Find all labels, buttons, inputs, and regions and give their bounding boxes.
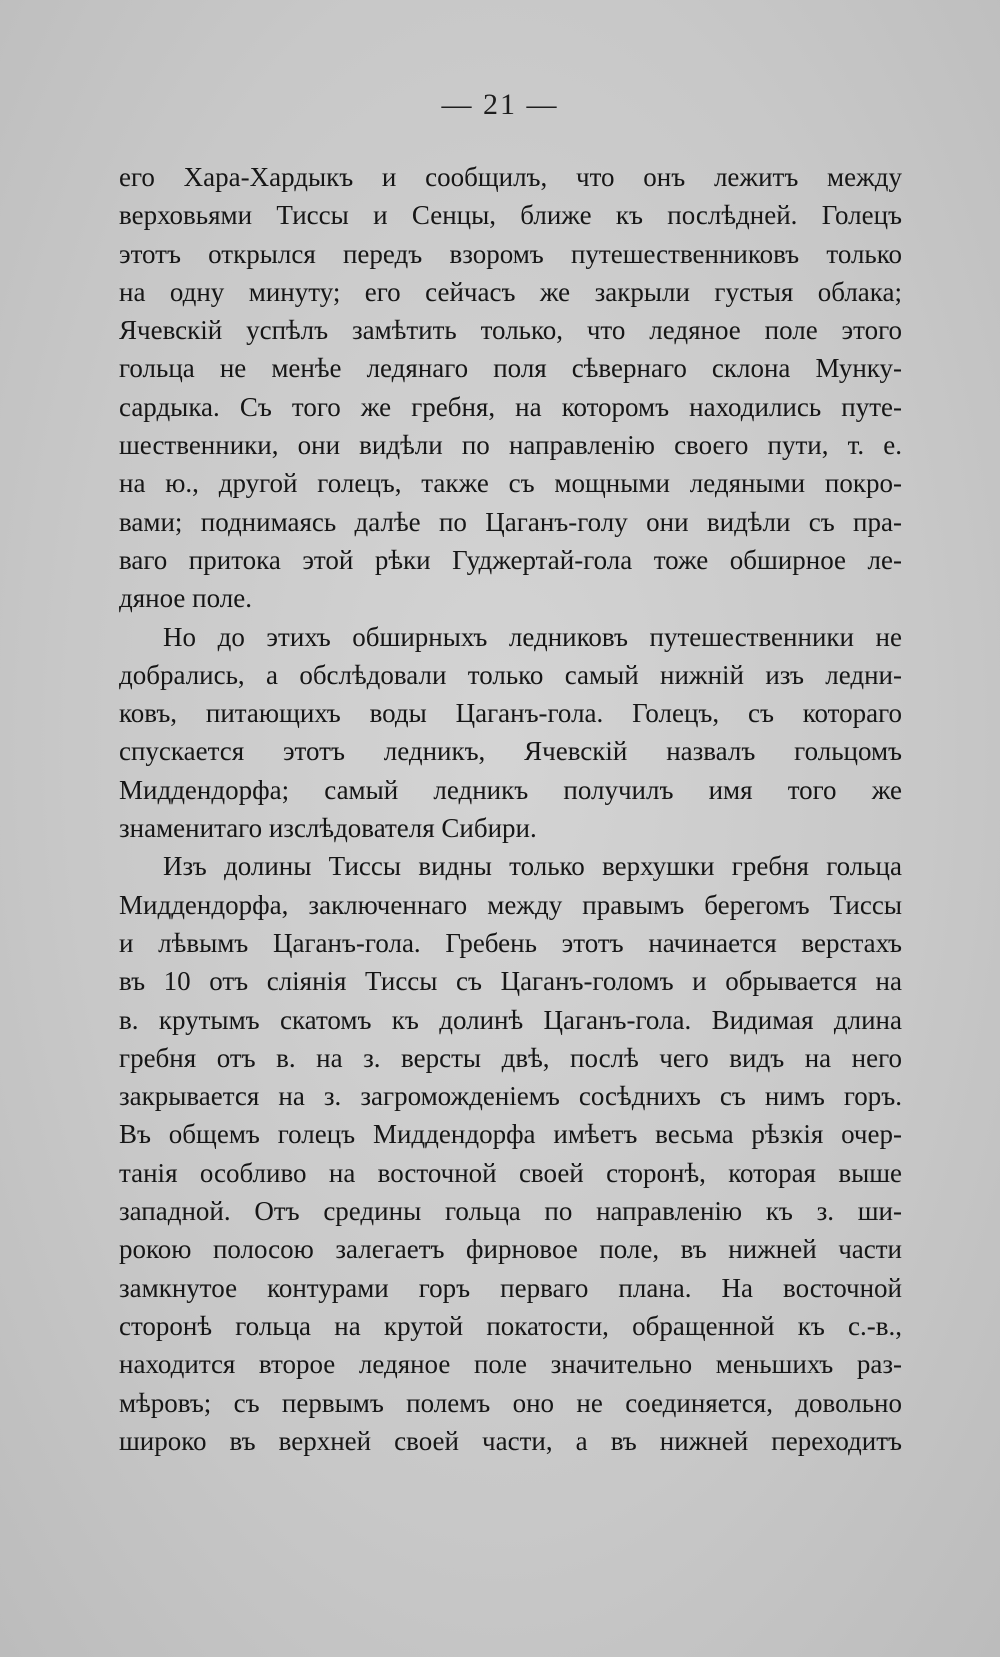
text-line: находится второе ледяное поле значительно меньшихъ раз- [119, 1349, 902, 1380]
text-line: верховьями Тиссы и Сенцы, ближе къ послѣдней. Голецъ [119, 200, 902, 231]
paragraph-2 [119, 618, 902, 848]
text-line: знаменитаго изслѣдователя Сибири. [119, 813, 537, 844]
body-text [119, 158, 902, 1460]
text-line: на ю., другой голецъ, также съ мощными ледяными покро- [119, 468, 902, 499]
text-line: ваго притока этой рѣки Гуджертай-гола тоже обширное ле- [119, 544, 902, 575]
text-line: спускается этотъ ледникъ, Ячевскій назвалъ гольцомъ [119, 736, 902, 767]
text-line: и лѣвымъ Цаганъ-гола. Гребень этотъ начинается верстахъ [119, 927, 902, 958]
text-line: его Хара-Хардыкъ и сообщилъ, что онъ лежитъ между [119, 162, 902, 192]
text-line: Миддендорфа, заключеннаго между правымъ берегомъ Тиссы [119, 889, 902, 920]
text-line: замкнутое контурами горъ перваго плана. На восточной [119, 1272, 902, 1303]
text-line: мѣровъ; съ первымъ полемъ оно не соединяется, довольно [119, 1387, 902, 1418]
text-line: Изъ долины Тиссы видны только верхушки гребня гольца [163, 851, 902, 882]
text-line: танія особливо на восточной своей сторонѣ, которая выше [119, 1157, 902, 1188]
text-line: западной. Отъ средины гольца по направленію къ з. ши- [119, 1196, 902, 1227]
text-line: Ячевскій успѣлъ замѣтить только, что ледяное поле этого [119, 315, 902, 346]
text-line: въ 10 отъ сліянія Тиссы съ Цаганъ-голомъ и обрывается на [119, 966, 902, 997]
text-line: шественники, они видѣли по направленію своего пути, т. е. [119, 430, 902, 461]
text-line: Но до этихъ обширныхъ ледниковъ путешественники не [163, 621, 902, 652]
text-line: сторонѣ гольца на крутой покатости, обращенной къ с.-в., [119, 1310, 902, 1341]
text-line: на одну минуту; его сейчасъ же закрыли густыя облака; [119, 276, 902, 307]
text-line: в. крутымъ скатомъ къ долинѣ Цаганъ-гола. Видимая длина [119, 1004, 902, 1035]
text-line: этотъ открылся передъ взоромъ путешественниковъ только [119, 238, 902, 269]
text-line: широко въ верхней своей части, а въ нижней переходитъ [119, 1425, 902, 1456]
text-line: Миддендорфа; самый ледникъ получилъ имя того же [119, 774, 902, 805]
text-line: вами; поднимаясь далѣе по Цаганъ-голу они видѣли съ пра- [119, 506, 902, 537]
text-line: Въ общемъ голецъ Миддендорфа имѣетъ весьма рѣзкія очер- [119, 1119, 902, 1150]
text-line: ковъ, питающихъ воды Цаганъ-гола. Голецъ, съ котораго [119, 698, 902, 729]
text-line: гольца не менѣе ледянаго поля сѣвернаго склона Мунку- [119, 353, 902, 384]
text-line: рокою полосою залегаетъ фирновое поле, въ нижней части [119, 1234, 902, 1265]
text-line: гребня отъ в. на з. версты двѣ, послѣ чего видъ на него [119, 1042, 902, 1073]
paragraph-3 [119, 847, 902, 1460]
text-line: закрывается на з. загроможденіемъ сосѣднихъ съ нимъ горъ. [119, 1081, 902, 1112]
paragraph-1 [119, 158, 902, 618]
text-line: сардыка. Съ того же гребня, на которомъ находились путе- [119, 391, 902, 422]
text-line: дяное поле. [119, 583, 252, 614]
text-line: добрались, а обслѣдовали только самый нижній изъ ледни- [119, 659, 902, 690]
page-number: — 21 — [441, 88, 559, 121]
